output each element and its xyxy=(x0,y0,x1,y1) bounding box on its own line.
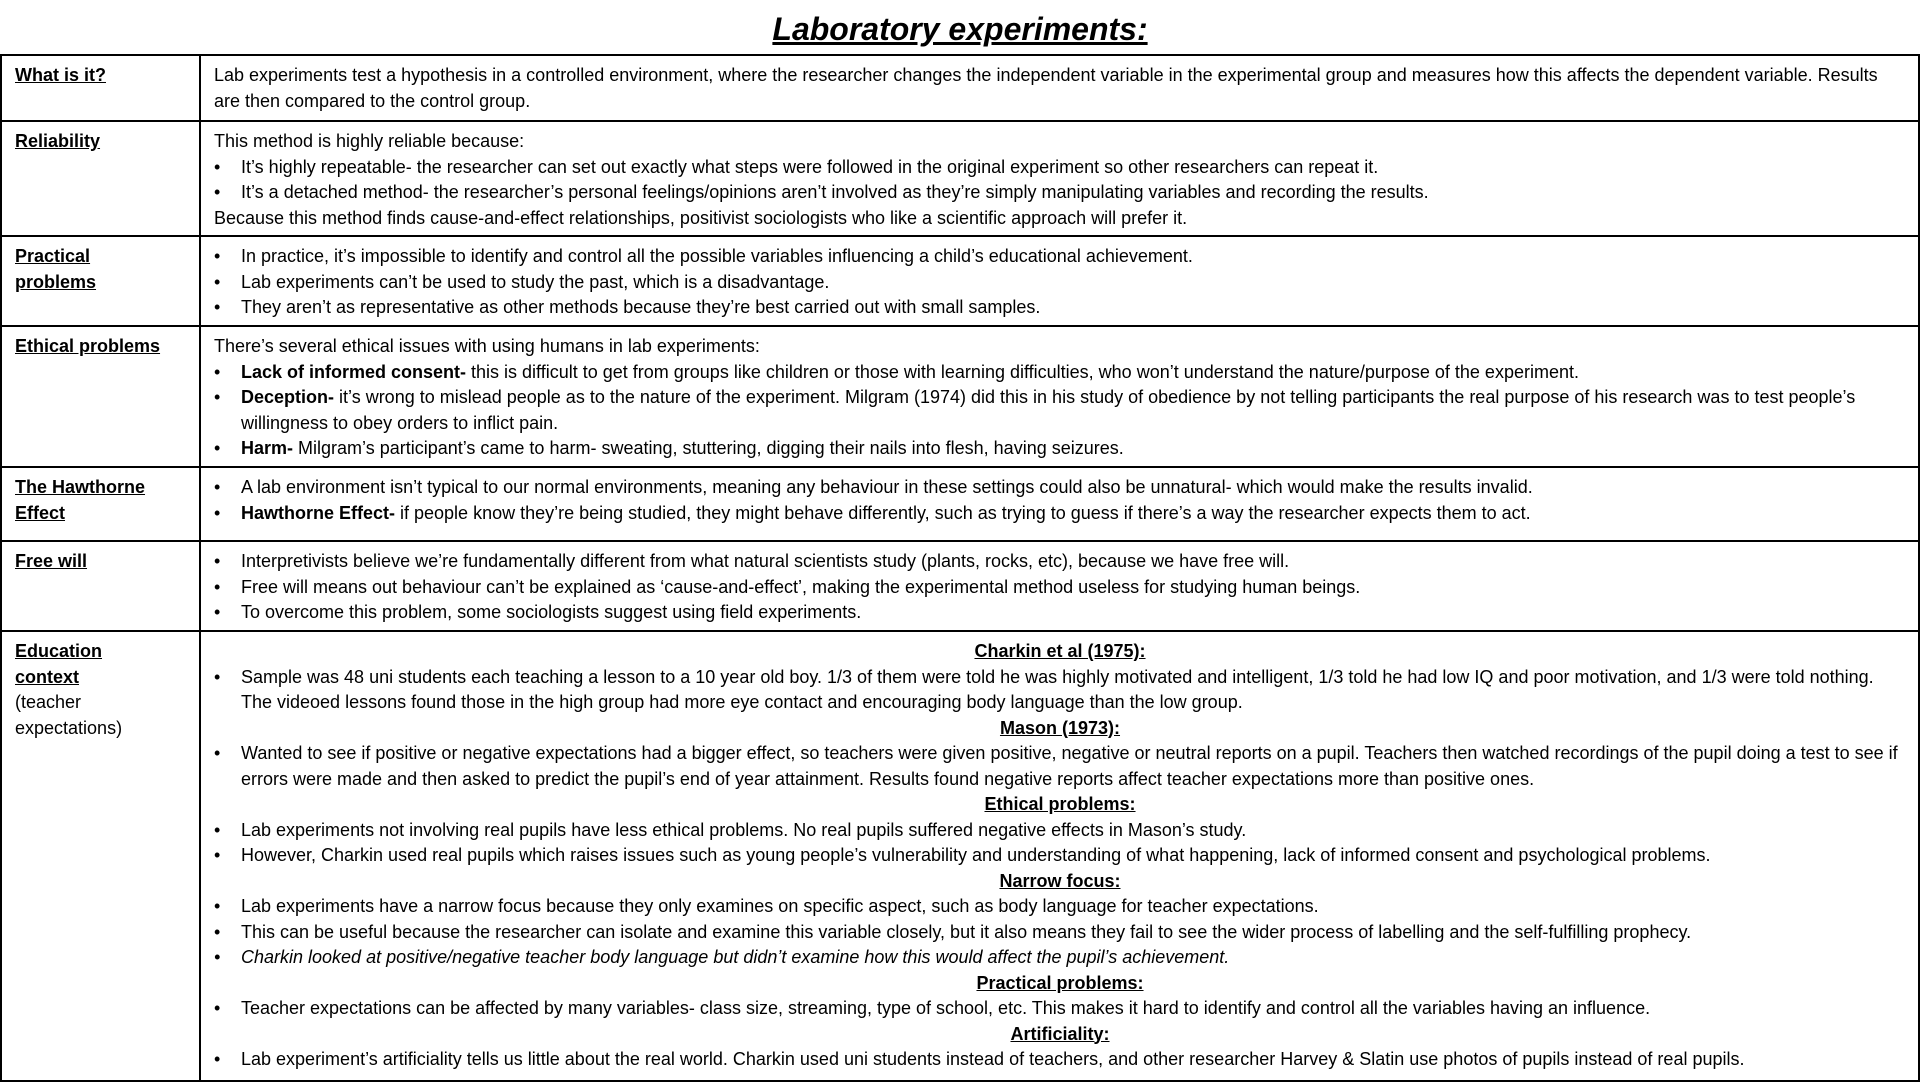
bullet-term: Lack of informed consent- xyxy=(241,361,467,382)
bullet-text: Milgram’s participant’s came to harm- sweating, stuttering, digging their nails into flesh, having seizures. xyxy=(293,438,1124,458)
list-item: • Free will means out behaviour can’t be explained as ‘cause-and-effect’, making the experimental method useless for studying human beings. xyxy=(214,575,1906,601)
mason-heading: Mason (1973): xyxy=(999,717,1121,738)
row-label-line4: expectations) xyxy=(15,717,123,738)
table-row-what-is-it xyxy=(1,55,1919,121)
freewill-bullets xyxy=(214,549,1906,626)
row-label-cell xyxy=(1,121,200,236)
row-label-cell xyxy=(1,541,200,631)
list-item: • Lab experiment’s artificiality tells us little about the real world. Charkin used uni students instead of teachers, and other researcher Harvey & Slatin use photos of pupils instead of real pupils. xyxy=(214,1047,1906,1073)
list-item: • A lab environment isn’t typical to our normal environments, meaning any behaviour in these settings could also be unnatural- which would make the results invalid. xyxy=(214,475,1906,501)
practical-bullets xyxy=(214,244,1906,321)
table-row-reliability xyxy=(1,121,1919,236)
list-item: • Lab experiments have a narrow focus because they only examines on specific aspect, such as body language for teacher expectations. xyxy=(214,894,1906,920)
list-item: • Lab experiments not involving real pupils have less ethical problems. No real pupils suffered negative effects in Mason’s study. xyxy=(214,818,1906,844)
row-label-cell xyxy=(1,631,200,1081)
artificiality-heading: Artificiality: xyxy=(1010,1023,1110,1044)
definition-text: Lab experiments test a hypothesis in a controlled environment, where the researcher changes the independent variable in the experimental group and measures how this affects the dependent variable. Results are then compared to the control group. xyxy=(214,65,1878,111)
ethical-problems-heading: Ethical problems: xyxy=(984,794,1136,814)
row-content-cell xyxy=(200,326,1919,467)
list-item: • In practice, it’s impossible to identify and control all the possible variables influencing a child’s educational achievement. xyxy=(214,244,1906,270)
list-item: • Sample was 48 uni students each teaching a lesson to a 10 year old boy. 1/3 of them were told he was highly motivated and intelligent, 1/3 told he had low IQ and poor motivation, and 1/3 were told nothing. The videoed lessons found those in the high group had more eye contact and encouraging body language than the low group. xyxy=(214,665,1906,716)
bullet-term: Harm- xyxy=(241,438,294,458)
bullet-term: Deception- xyxy=(241,387,335,407)
ethical-bullets xyxy=(214,360,1906,462)
row-content-cell xyxy=(200,121,1919,236)
charkin-heading: Charkin et al (1975): xyxy=(974,641,1146,661)
list-item xyxy=(214,436,1906,462)
artificiality-bullets xyxy=(214,1047,1906,1073)
ethical-intro: There’s several ethical issues with using humans in lab experiments: xyxy=(214,336,760,356)
list-item: • Charkin looked at positive/negative teacher body language but didn’t examine how this would affect the pupil’s achievement. xyxy=(214,945,1906,971)
bullet-text: this is difficult to get from groups like children or those with learning difficulties, who won’t understand the nature/purpose of the experiment. xyxy=(466,361,1579,382)
list-item: • To overcome this problem, some sociologists suggest using field experiments. xyxy=(214,600,1906,626)
practical-problems-heading: Practical problems: xyxy=(976,972,1144,993)
narrow-focus-bullets xyxy=(214,894,1906,971)
row-label-line2: problems xyxy=(15,271,97,292)
bullet-term: Hawthorne Effect- xyxy=(241,502,396,523)
list-item: • Interpretivists believe we’re fundamentally different from what natural scientists study (plants, rocks, etc), because we have free will. xyxy=(214,549,1906,575)
row-label: What is it? xyxy=(15,65,106,85)
row-label-line2: context xyxy=(15,666,80,687)
education-ethical-bullets xyxy=(214,818,1906,869)
row-label-cell xyxy=(1,467,200,541)
row-content-cell xyxy=(200,236,1919,326)
reliability-bullets xyxy=(214,155,1906,206)
table-row-education-context xyxy=(1,631,1919,1081)
list-item: • This can be useful because the researcher can isolate and examine this variable closely, but it also means they fail to see the wider process of labelling and the self-fulfilling prophecy. xyxy=(214,920,1906,946)
list-item: • They aren’t as representative as other methods because they’re best carried out with small samples. xyxy=(214,295,1906,321)
row-label: Ethical problems xyxy=(15,336,161,356)
row-label-line1: The Hawthorne xyxy=(15,477,146,497)
row-label: Free will xyxy=(15,551,88,571)
list-item: • It’s a detached method- the researcher’s personal feelings/opinions aren’t involved as they’re simply manipulating variables and recording the results. xyxy=(214,180,1906,206)
row-label-cell xyxy=(1,55,200,121)
hawthorne-bullets xyxy=(214,475,1906,526)
charkin-bullets xyxy=(214,665,1906,716)
reliability-outro: Because this method finds cause-and-effect relationships, positivist sociologists who like a scientific approach will prefer it. xyxy=(214,207,1188,228)
row-content-cell xyxy=(200,467,1919,541)
row-content-cell xyxy=(200,631,1919,1081)
row-label-line3: (teacher xyxy=(15,692,82,712)
table-row-free-will xyxy=(1,541,1919,631)
bullet-text: if people know they’re being studied, they might behave differently, such as trying to guess if there’s a way the researcher expects them to act. xyxy=(395,502,1531,523)
list-item: • Lab experiments can’t be used to study the past, which is a disadvantage. xyxy=(214,270,1906,296)
row-label-line1: Education xyxy=(15,641,103,661)
row-content-cell xyxy=(200,541,1919,631)
list-item: • It’s highly repeatable- the researcher can set out exactly what steps were followed in the original experiment so other researchers can repeat it. xyxy=(214,155,1906,181)
reliability-intro: This method is highly reliable because: xyxy=(214,131,525,151)
table-row-practical-problems xyxy=(1,236,1919,326)
row-content-cell xyxy=(200,55,1919,121)
notes-table xyxy=(0,54,1920,1082)
row-label-line1: Practical xyxy=(15,246,91,266)
list-item: • Teacher expectations can be affected by many variables- class size, streaming, type of school, etc. This makes it hard to identify and control all the variables having an influence. xyxy=(214,996,1906,1022)
list-item xyxy=(214,501,1906,527)
list-item xyxy=(214,385,1906,436)
row-label-line2: Effect xyxy=(15,502,66,523)
row-label-cell xyxy=(1,236,200,326)
mason-bullets xyxy=(214,741,1906,792)
education-practical-bullets xyxy=(214,996,1906,1022)
list-item: • Wanted to see if positive or negative expectations had a bigger effect, so teachers were given positive, negative or neutral reports on a pupil. Teachers then watched recordings of the pupil doing a test to see if errors were made and then asked to predict the pupil’s end of year attainment. Results found negative reports affect teacher expectations more than positive ones. xyxy=(214,741,1906,792)
narrow-focus-heading: Narrow focus: xyxy=(999,870,1121,891)
row-label-cell xyxy=(1,326,200,467)
page-title: Laboratory experiments: xyxy=(772,11,1148,47)
table-row-hawthorne-effect xyxy=(1,467,1919,541)
row-label: Reliability xyxy=(15,131,101,151)
list-item xyxy=(214,360,1906,386)
list-item: • However, Charkin used real pupils which raises issues such as young people’s vulnerability and understanding of what happening, lack of informed consent and psychological problems. xyxy=(214,843,1906,869)
bullet-text: it’s wrong to mislead people as to the nature of the experiment. Milgram (1974) did this in his study of obedience by not telling participants the real purpose of his research was to test people’s willingness to obey orders to inflict pain. xyxy=(241,387,1856,433)
table-row-ethical-problems xyxy=(1,326,1919,467)
